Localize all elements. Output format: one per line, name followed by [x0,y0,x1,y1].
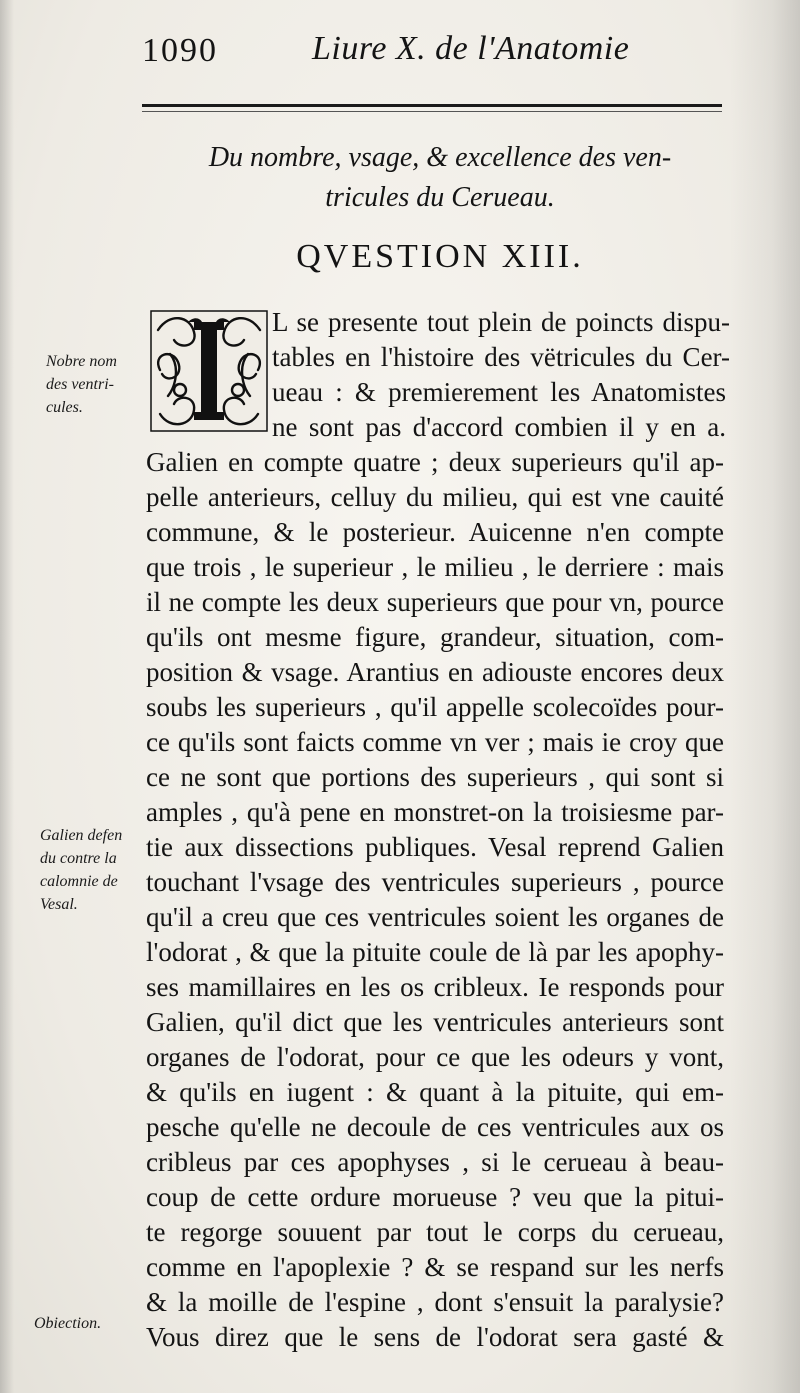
text-line: position & vsage. Arantius en adiouste encores deux [146,657,724,687]
margin-note-line: Galien defen [40,827,123,844]
ornamental-initial-icon [150,310,268,432]
text-line: ses mamillaires en les os cribleux. Ie responds pour [146,972,724,1002]
text-line: & qu'ils en iugent : & quant à la pituite, qui em- [146,1077,724,1107]
text-line: & la moille de l'espine , dont s'ensuit la paralysie? [146,1287,724,1317]
margin-note-line: Nobre nom [46,353,117,370]
text-line: organes de l'odorat, pour ce que les odeurs y vont, [146,1042,724,1072]
margin-note [46,350,117,419]
text-line: il ne compte les deux superieurs que pour vn, pource [146,587,724,617]
text-line: Galien en compte quatre ; deux superieurs qu'il ap- [146,447,724,477]
text-line: ueau : & premierement les Anatomistes [272,377,726,407]
text-line: comme en l'apoplexie ? & se respand sur les nerfs [146,1252,724,1282]
text-line: ne sont pas d'accord combien il y en a. [272,412,726,442]
margin-note-line: Vesal. [40,896,78,913]
text-line: commune, & le posterieur. Auicenne n'en compte [146,517,724,547]
text-line: tables en l'histoire des vëtricules du Cer- [272,342,730,372]
text-line: L se presente tout plein de poincts dispu- [272,307,730,337]
section-title [160,138,720,218]
text-line: tie aux dissections publiques. Vesal reprend Galien [146,832,724,862]
section-title-line: tricules du Cerueau. [325,182,555,213]
question-heading: QVESTION XIII. [296,238,584,275]
text-line: qu'il a creu que ces ventricules soient les organes de [146,902,724,932]
page-gutter-shadow [0,0,14,1393]
text-line: Vous direz que le sens de l'odorat sera gasté & [146,1322,724,1352]
section-title-line: Du nombre, vsage, & excellence des ven- [208,142,672,173]
text-line: que trois , le superieur , le milieu , le derriere : mais [146,552,724,582]
text-line: Galien, qu'il dict que les ventricules anterieurs sont [146,1007,724,1037]
text-line: ce qu'ils sont faicts comme vn ver ; mais ie croy que [146,727,724,757]
text-line: qu'ils ont mesme figure, grandeur, situation, com- [146,622,724,652]
text-line: ce ne sont que portions des superieurs , qui sont si [146,762,724,792]
text-line: pesche qu'elle ne decoule de ces ventricules aux os [146,1112,724,1142]
text-line: cribleus par ces apophyses , si le cerueau à beau- [146,1147,724,1177]
margin-note-line: cules. [46,399,83,416]
header-rule [142,104,722,116]
margin-note-line: Obiection. [34,1315,102,1332]
text-line: te regorge souuent par tout le corps du cerueau, [146,1217,724,1247]
text-line: coup de cette ordure morueuse ? veu que la pitui- [146,1182,724,1212]
running-title: Liure X. de l'Anatomie [312,30,630,67]
margin-note-line: calomnie de [40,873,118,890]
margin-note [40,824,122,916]
page-number: 1090 [142,32,218,69]
text-line: soubs les superieurs , qu'il appelle scolecoïdes pour- [146,692,724,722]
text-line: l'odorat , & que la pituite coule de là par les apophy- [146,937,724,967]
margin-note [34,1312,101,1335]
margin-note-line: des ventri- [46,376,114,393]
text-line: touchant l'vsage des ventricules superieurs , pource [146,867,724,897]
running-head [140,28,720,78]
text-line: pelle anterieurs, celluy du milieu, qui est vne cauité [146,482,724,512]
page-edge-shadow [730,0,800,1393]
text-line: amples , qu'à pene en monstret-on la troisiesme par- [146,797,724,827]
margin-note-line: du contre la [40,850,117,867]
